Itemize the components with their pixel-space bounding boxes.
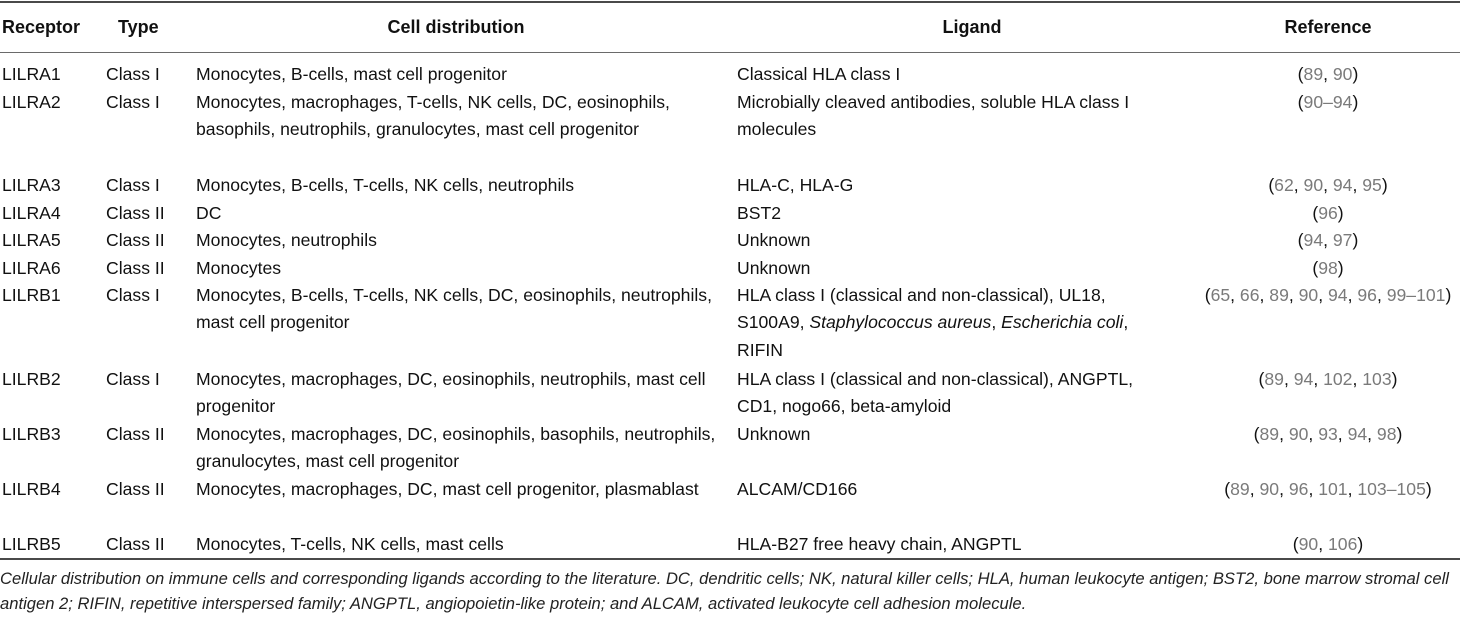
ligand-cell: Microbially cleaved antibodies, soluble HLA class I molecules <box>737 92 1130 140</box>
paren-close: ) <box>1352 230 1359 250</box>
type-cell: Class II <box>106 479 165 499</box>
reference-cell <box>1200 366 1456 393</box>
ref-separator: , <box>1376 285 1387 305</box>
receptor-cell: LILRA1 <box>2 64 61 84</box>
ref-separator: , <box>1323 64 1333 84</box>
reference-link[interactable]: 90 <box>1288 424 1309 444</box>
ligand-cell: HLA-C, HLA-G <box>737 175 854 195</box>
type-cell: Class II <box>106 424 165 444</box>
ref-separator: , <box>1347 479 1358 499</box>
paren-close: ) <box>1357 534 1364 554</box>
reference-link[interactable]: 94 <box>1293 369 1314 389</box>
table-top-rule <box>0 1 1460 3</box>
reference-link[interactable]: 96 <box>1318 203 1338 223</box>
cell-distribution-cell: Monocytes, macrophages, DC, eosinophils, basophils, neutrophils, granulocytes, mast cell progenitor <box>196 424 716 472</box>
paren-open: ( <box>1253 424 1260 444</box>
type-cell: Class I <box>106 92 160 112</box>
reference-link[interactable]: 97 <box>1332 230 1353 250</box>
ref-separator: , <box>1318 534 1328 554</box>
receptor-cell: LILRA2 <box>2 92 61 112</box>
reference-link[interactable]: 94 <box>1303 230 1324 250</box>
reference-link[interactable]: 94 <box>1332 175 1353 195</box>
paren-open: ( <box>1292 534 1299 554</box>
reference-cell <box>1200 227 1456 254</box>
reference-link[interactable]: 89 <box>1303 64 1324 84</box>
ref-separator: , <box>1283 369 1294 389</box>
cell-distribution-cell: Monocytes <box>196 258 282 278</box>
reference-link[interactable]: 94 <box>1328 285 1348 305</box>
ligand-cell: BST2 <box>737 203 782 223</box>
reference-cell <box>1200 421 1456 448</box>
ref-separator: , <box>1249 479 1260 499</box>
paren-close: ) <box>1445 285 1452 305</box>
ligand-cell: Unknown <box>737 258 811 278</box>
receptor-cell: LILRA6 <box>2 258 61 278</box>
reference-link[interactable]: 96 <box>1357 285 1377 305</box>
ref-separator: , <box>1308 424 1319 444</box>
reference-cell <box>1200 200 1456 227</box>
table-header-rule <box>0 52 1460 53</box>
paren-open: ( <box>1312 203 1319 223</box>
reference-cell <box>1200 476 1456 503</box>
reference-link[interactable]: 90 <box>1332 64 1353 84</box>
receptor-cell: LILRA5 <box>2 230 61 250</box>
paren-open: ( <box>1258 369 1265 389</box>
ligand-cell: Classical HLA class I <box>737 64 901 84</box>
receptor-cell: LILRB1 <box>2 285 61 305</box>
header-ligand: Ligand <box>942 17 1002 37</box>
reference-link[interactable]: 90 <box>1298 285 1319 305</box>
reference-link[interactable]: 65 <box>1210 285 1231 305</box>
ref-separator: , <box>1352 175 1363 195</box>
receptor-cell: LILRB2 <box>2 369 61 389</box>
reference-link[interactable]: 90 <box>1303 175 1324 195</box>
ligand-cell: Unknown <box>737 230 811 250</box>
reference-link[interactable]: 106 <box>1328 534 1358 554</box>
paren-close: ) <box>1337 203 1344 223</box>
ligand-species: Staphylococcus aureus <box>809 312 992 333</box>
reference-link[interactable]: 93 <box>1318 424 1338 444</box>
reference-cell <box>1200 531 1456 558</box>
paren-close: ) <box>1396 424 1403 444</box>
reference-link[interactable]: 89 <box>1230 479 1250 499</box>
ref-separator: , <box>1323 175 1333 195</box>
header-receptor: Receptor <box>2 17 81 37</box>
reference-link[interactable]: 90 <box>1298 534 1319 554</box>
reference-cell <box>1200 89 1456 116</box>
paren-open: ( <box>1297 92 1304 112</box>
ref-separator: , <box>1323 230 1333 250</box>
reference-link[interactable]: 101 <box>1318 479 1348 499</box>
paren-open: ( <box>1312 258 1319 278</box>
reference-link[interactable]: 103–105 <box>1357 479 1426 499</box>
receptor-cell: LILRA3 <box>2 175 61 195</box>
reference-cell <box>1200 61 1456 88</box>
reference-link[interactable]: 99–101 <box>1386 285 1446 305</box>
type-cell: Class II <box>106 230 165 250</box>
cell-distribution-cell: Monocytes, B-cells, T-cells, NK cells, DC, eosinophils, neutrophils, mast cell progenitor <box>196 285 712 333</box>
paren-close: ) <box>1391 369 1398 389</box>
header-cell-distribution: Cell distribution <box>387 17 525 37</box>
ligand-text: , RIFIN <box>737 312 1129 360</box>
ref-separator: , <box>1318 285 1328 305</box>
ligand-cell: HLA-B27 free heavy chain, ANGPTL <box>737 534 1022 554</box>
reference-link[interactable]: 102 <box>1323 369 1353 389</box>
table-caption: Cellular distribution on immune cells and corresponding ligands according to the literature. DC, dendritic cells; NK, natural killer cells; HLA, human leukocyte antigen; BST2, bone marrow stromal cell antigen 2; RIFIN, repetitive interspersed family; ANGPTL, angiopoietin-like protein; and ALCAM, activated leukocyte cell adhesion molecule. <box>0 569 1449 613</box>
cell-distribution-cell: Monocytes, macrophages, DC, eosinophils, neutrophils, mast cell progenitor <box>196 369 706 417</box>
reference-link[interactable]: 90 <box>1259 479 1280 499</box>
paren-open: ( <box>1297 230 1304 250</box>
paren-open: ( <box>1268 175 1275 195</box>
ligand-species: Escherichia coli <box>1001 312 1124 333</box>
cell-distribution-cell: Monocytes, T-cells, NK cells, mast cells <box>196 534 504 554</box>
ligand-cell <box>737 282 1177 364</box>
header-reference: Reference <box>1284 17 1372 37</box>
paren-close: ) <box>1352 92 1359 112</box>
type-cell: Class II <box>106 203 165 223</box>
reference-cell <box>1200 282 1456 309</box>
paren-open: ( <box>1224 479 1231 499</box>
table-bottom-rule <box>0 558 1460 560</box>
reference-link[interactable]: 62 <box>1274 175 1294 195</box>
reference-link[interactable]: 96 <box>1288 479 1309 499</box>
paren-close: ) <box>1381 175 1388 195</box>
paren-close: ) <box>1352 64 1359 84</box>
cell-distribution-cell: Monocytes, B-cells, mast cell progenitor <box>196 64 507 84</box>
type-cell: Class II <box>106 534 165 554</box>
ref-separator: , <box>1367 424 1377 444</box>
reference-link[interactable]: 98 <box>1376 424 1397 444</box>
paren-open: ( <box>1204 285 1211 305</box>
ref-separator: , <box>1279 479 1289 499</box>
reference-cell <box>1200 172 1456 199</box>
ref-separator: , <box>1293 175 1304 195</box>
ligand-text: , <box>991 312 1002 333</box>
ref-separator: , <box>1259 285 1270 305</box>
reference-link[interactable]: 94 <box>1347 424 1368 444</box>
ref-separator: , <box>1337 424 1348 444</box>
ligand-text: HLA class I (classical and non-classical), UL18, S100A9, <box>737 285 1106 333</box>
ref-separator: , <box>1230 285 1240 305</box>
type-cell: Class I <box>106 369 160 389</box>
type-cell: Class I <box>106 175 160 195</box>
type-cell: Class I <box>106 285 160 305</box>
ligand-cell: HLA class I (classical and non-classical), ANGPTL, CD1, nogo66, beta-amyloid <box>737 369 1134 417</box>
cell-distribution-cell: Monocytes, macrophages, DC, mast cell progenitor, plasmablast <box>196 479 699 499</box>
type-cell: Class II <box>106 258 165 278</box>
paren-close: ) <box>1337 258 1344 278</box>
cell-distribution-cell: Monocytes, neutrophils <box>196 230 377 250</box>
receptor-cell: LILRA4 <box>2 203 61 223</box>
paren-close: ) <box>1425 479 1432 499</box>
receptor-cell: LILRB4 <box>2 479 61 499</box>
ligand-cell: Unknown <box>737 424 811 444</box>
ref-separator: , <box>1308 479 1319 499</box>
reference-cell <box>1200 255 1456 282</box>
reference-link[interactable]: 89 <box>1259 424 1280 444</box>
cell-distribution-cell: DC <box>196 203 222 223</box>
ref-separator: , <box>1347 285 1358 305</box>
type-cell: Class I <box>106 64 160 84</box>
ref-separator: , <box>1288 285 1299 305</box>
ref-separator: , <box>1352 369 1363 389</box>
reference-link[interactable]: 95 <box>1362 175 1382 195</box>
cell-distribution-cell: Monocytes, macrophages, T-cells, NK cells, DC, eosinophils, basophils, neutrophils, granulocytes, mast cell progenitor <box>196 92 670 140</box>
header-type: Type <box>118 17 159 37</box>
ref-separator: , <box>1279 424 1289 444</box>
reference-link[interactable]: 98 <box>1318 258 1338 278</box>
reference-link[interactable]: 66 <box>1239 285 1260 305</box>
receptor-cell: LILRB3 <box>2 424 61 444</box>
ligand-cell: ALCAM/CD166 <box>737 479 858 499</box>
receptor-cell: LILRB5 <box>2 534 61 554</box>
paren-open: ( <box>1297 64 1304 84</box>
cell-distribution-cell: Monocytes, B-cells, T-cells, NK cells, neutrophils <box>196 175 575 195</box>
reference-link[interactable]: 89 <box>1264 369 1284 389</box>
reference-link[interactable]: 89 <box>1269 285 1289 305</box>
ref-separator: , <box>1313 369 1324 389</box>
reference-link[interactable]: 90–94 <box>1303 92 1353 112</box>
reference-link[interactable]: 103 <box>1362 369 1392 389</box>
